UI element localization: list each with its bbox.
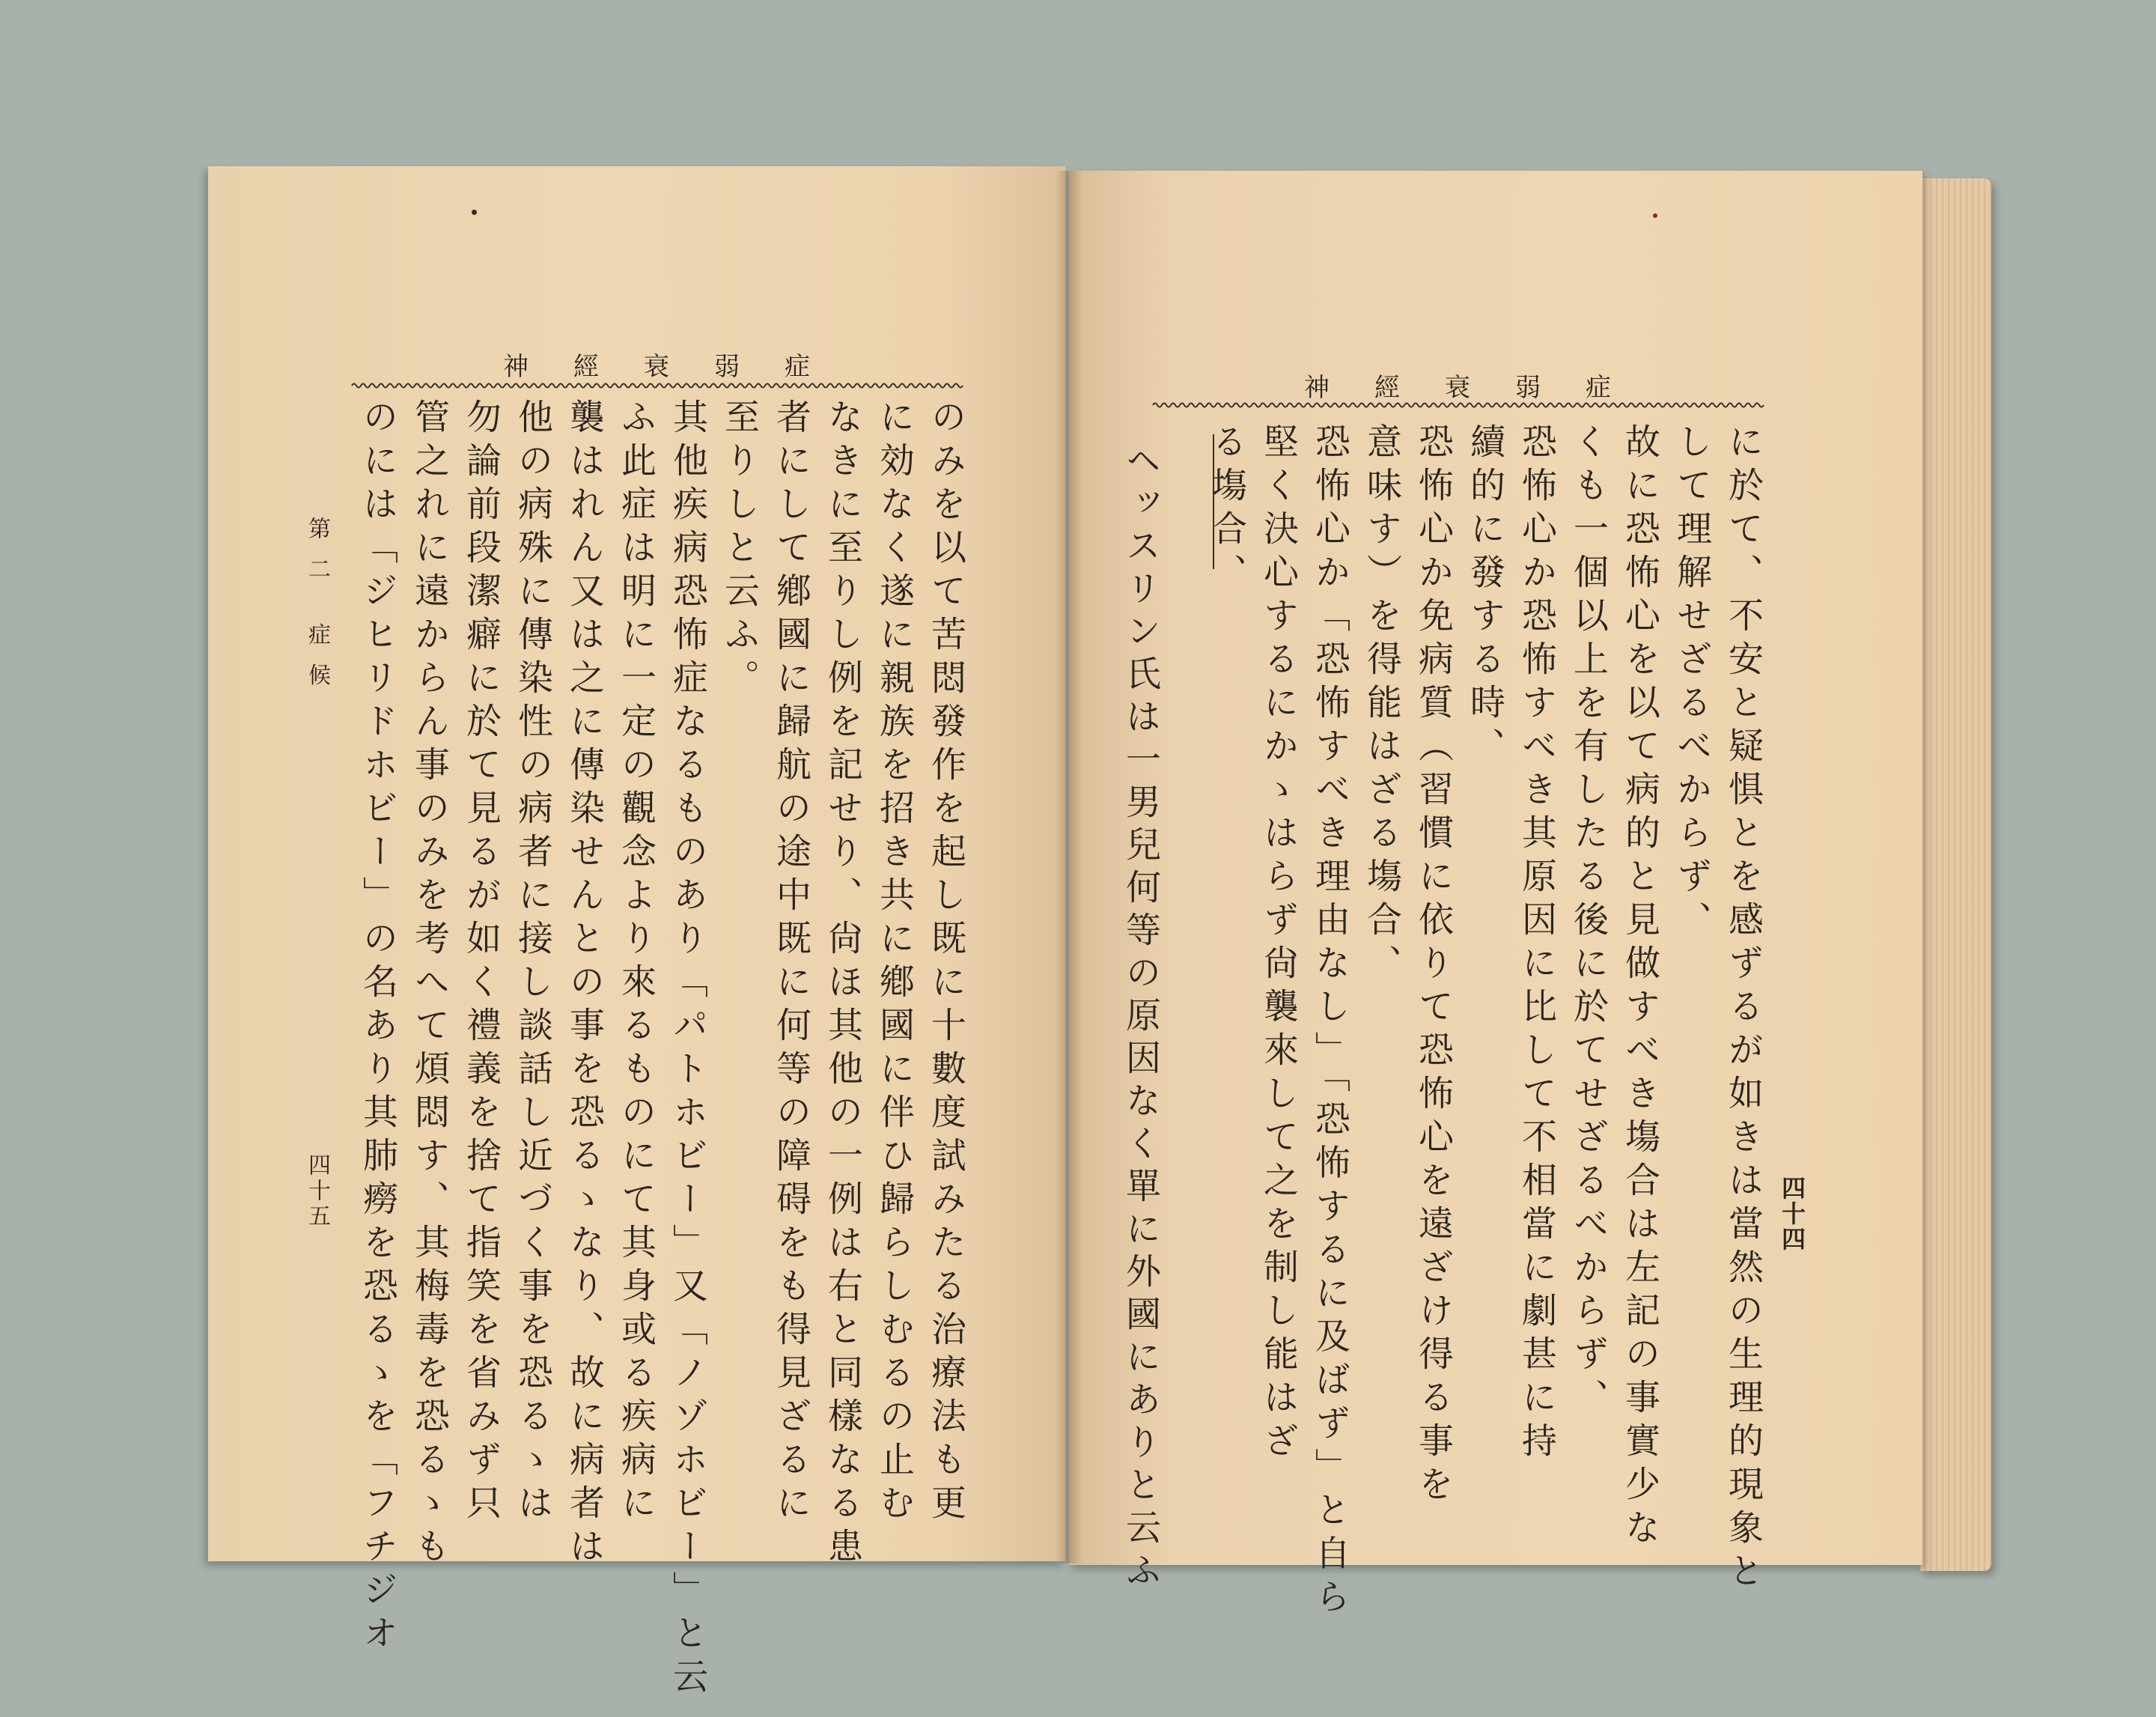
right-text-column: る塲合、 [1206,423,1247,597]
left-text-column: 至りしと云ふ。 [719,398,760,702]
page-mark [472,210,477,215]
left-running-head: 神經衰弱症 [503,352,855,382]
page-edges [1920,178,1991,1571]
right-running-head: 神經衰弱症 [1304,373,1656,403]
left-text-column: のには「ジヒリドホビー」の名あり其肺癆を恐るゝを「フチジオ [357,398,398,1658]
left-text-column: 者にして鄕國に歸航の途中既に何等の障碍をも得見ざるに [770,398,811,1528]
right-text-column: くも一個以上を有したる後に於てせざるべからず、 [1568,423,1609,1422]
right-text-column: 續的に發する時、 [1464,423,1505,771]
left-text-column: 襲はれん又は之に傳染せんとの事を恐るゝなり、故に病者は [564,398,605,1571]
right-text-column: に於て、不安と疑惧とを感ずるが如きは當然の生理的現象と [1723,423,1764,1596]
left-text-column: 勿論前段潔癖に於て見るが如く禮義を捨て指笑を省みず只 [460,398,502,1528]
left-text-column: 管之れに遠からん事のみを考へて煩悶す、其梅毒を恐るゝも [409,398,450,1571]
left-chapter-label: 第二 症候 [304,517,330,704]
page-mark [1653,213,1657,218]
left-text-column: のみを以て苦悶發作を起し既に十數度試みたる治療法も更 [925,398,966,1528]
right-text-column: 恐怖心か「恐怖すべき理由なし」「恐怖するに及ばず」と自ら [1309,423,1350,1622]
right-text-column: 恐怖心か恐怖すべき其原因に比して不相當に劇甚に持 [1516,423,1557,1465]
right-text-column: 意味す）を得能はざる塲合、 [1361,423,1402,988]
left-text-column: なきに至りし例を記せり、尙ほ其他の一例は右と同樣なる患 [822,398,863,1571]
right-text-column: 堅く決心するにかゝはらず尙襲來して之を制し能はざ [1258,423,1299,1465]
right-text-column: 恐怖心か免病質（習慣に依りて恐怖心を遠ざけ得る事を [1413,423,1454,1509]
right-side-column: ヘッスリン氏は一男兒何等の原因なく單に外國にありと云ふ [1120,442,1161,1594]
left-text-column: 其他疾病恐怖症なるものあり「パトホビー」又「ノゾホビー」と云 [667,398,708,1701]
left-text-column: 他の病殊に傳染性の病者に接し談話し近づく事を恐るゝは [512,398,553,1528]
gutter-shadow [1056,171,1082,1563]
left-wavy-rule [352,380,966,391]
right-page-number: 四十四 [1778,1176,1806,1252]
right-wavy-rule [1153,400,1767,410]
right-text-column: 故に恐怖心を以て病的と見做すべき塲合は左記の事實少な [1619,423,1660,1552]
right-text-column: して理解せざるべからず、 [1671,423,1712,944]
left-text-column: ふ此症は明に一定の觀念より來るものにて其身或る疾病に [615,398,657,1528]
left-text-column: に効なく遂に親族を招き共に鄕國に伴ひ歸らしむるの止む [874,398,915,1528]
left-page-number: 四十五 [304,1153,330,1230]
